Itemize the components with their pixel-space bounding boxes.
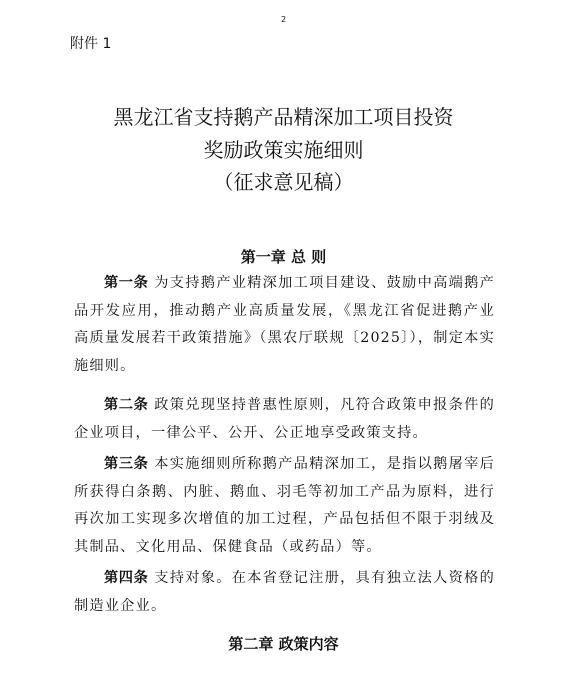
article-2 xyxy=(74,392,495,447)
article-4 xyxy=(74,565,495,620)
page-number: 2 xyxy=(280,15,287,24)
article-title: 第二条 xyxy=(104,397,149,413)
chapter-heading-2: 第二章 政策内容 xyxy=(228,635,339,653)
article-title: 第三条 xyxy=(104,456,149,472)
article-3 xyxy=(74,451,495,561)
article-1 xyxy=(74,270,495,380)
article-title: 第四条 xyxy=(104,570,149,586)
article-title: 第一条 xyxy=(104,275,149,291)
chapter-heading-1: 第一章 总 则 xyxy=(240,248,327,266)
article-text: 支持对象。在本省登记注册，具有独立法人资格的制造业企业。 xyxy=(74,570,495,614)
attachment-label: 附件 1 xyxy=(70,36,112,52)
article-text: 为支持鹅产业精深加工项目建设、鼓励中高端鹅产品开发应用，推动鹅产业高质量发展，《黑龙江省促进鹅产业高质量发展若干政策措施》（黑农厅联规〔2025〕），制定本实施细则。 xyxy=(74,275,495,374)
article-text: 本实施细则所称鹅产品精深加工，是指以鹅屠宰后所获得白条鹅、内脏、鹅血、羽毛等初加工产品为原料，进行再次加工实现多次增值的加工过程，产品包括但不限于羽绒及其制品、文化用品、保健食品（或药品）等。 xyxy=(74,456,495,555)
document-title-line-3: （征求意见稿） xyxy=(213,170,354,194)
document-title-line-2: 奖励政策实施细则 xyxy=(203,138,364,162)
document-title-line-1: 黑龙江省支持鹅产品精深加工项目投资 xyxy=(113,105,454,129)
article-text: 政策兑现坚持普惠性原则，凡符合政策申报条件的企业项目，一律公平、公开、公正地享受政策支持。 xyxy=(74,397,495,441)
